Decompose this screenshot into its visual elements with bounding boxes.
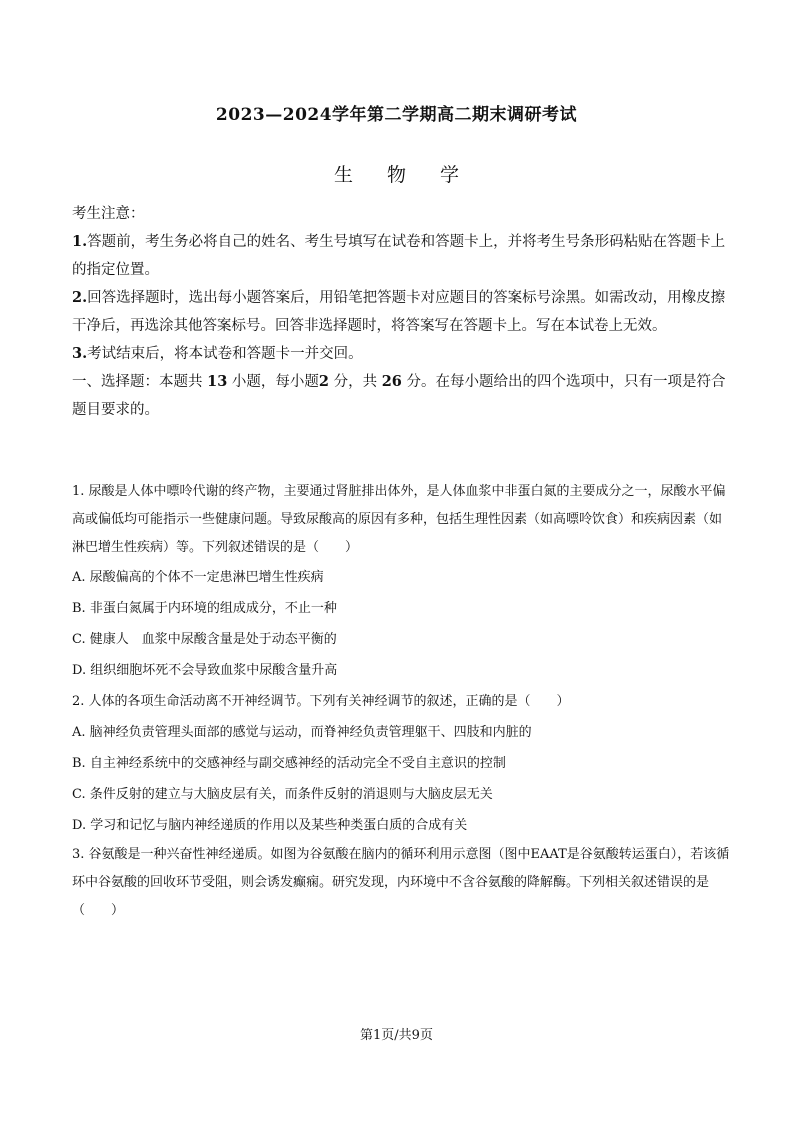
notice-item-3: 3.考试结束后，将本试卷和答题卡一并交回。 — [72, 345, 363, 362]
exam-title: 2023—2024学年第二学期高二期末调研考试 — [215, 105, 578, 125]
notice-heading: 考生注意： — [72, 206, 145, 222]
question-2-option-c: C. 条件反射的建立与大脑皮层有关，而条件反射的消退则与大脑皮层无关 — [72, 787, 493, 802]
question-2-option-d: D. 学习和记忆与脑内神经递质的作用以及某些种类蛋白质的合成有关 — [72, 818, 468, 833]
notice-section — [72, 200, 732, 424]
question-2-option-b: B. 自主神经系统中的交感神经与副交感神经的活动完全不受自主意识的控制 — [72, 756, 506, 771]
subject-title: 生 物 学 — [333, 164, 474, 186]
question-1-option-b: B. 非蛋白氮属于内环境的组成成分，不止一种 — [72, 601, 337, 616]
question-2-option-a: A. 脑神经负责管理头面部的感觉与运动，而脊神经负责管理躯干、四肢和内脏的 — [72, 725, 532, 740]
section-instruction: 一、选择题：本题共 13 小题，每小题2 分，共 26 分。在每小题给出的四个选项中，只有一项是符合题目要求的。 — [72, 373, 726, 418]
question-1-stem: 1. 尿酸是人体中嘌呤代谢的终产物，主要通过肾脏排出体外，是人体血浆中非蛋白氮的主要成分之一，尿酸水平偏高或偏低均可能指示一些健康问题。导致尿酸高的原因有多种，包括生理性因素（如高嘌呤饮食）和疾病因素（如淋巴增生性疾病）等。下列叙述错误的是（ ） — [72, 484, 726, 555]
question-1-option-d: D. 组织细胞坏死不会导致血浆中尿酸含量升高 — [72, 663, 338, 678]
page-footer: 第1页/共9页 — [360, 1028, 433, 1043]
question-3-stem: 3. 谷氨酸是一种兴奋性神经递质。如图为谷氨酸在脑内的循环利用示意图（图中EAAT是谷氨酸转运蛋白），若该循环中谷氨酸的回收环节受阻，则会诱发癫痫。研究发现，内环境中不含谷氨酸的降解酶。下列相关叙述错误的是（ ） — [72, 847, 730, 918]
question-2-stem: 2. 人体的各项生命活动离不开神经调节。下列有关神经调节的叙述，正确的是（ ） — [72, 694, 570, 709]
question-1-option-a: A. 尿酸偏高的个体不一定患淋巴增生性疾病 — [72, 570, 324, 585]
question-1-option-c: C. 健康人 血浆中尿酸含量是处于动态平衡的 — [72, 632, 337, 647]
notice-item-1: 1.答题前，考生务必将自己的姓名、考生号填写在试卷和答题卡上，并将考生号条形码粘贴在答题卡上的指定位置。 — [72, 233, 726, 278]
notice-item-2: 2.回答选择题时，选出每小题答案后，用铅笔把答题卡对应题目的答案标号涂黑。如需改动，用橡皮擦干净后，再选涂其他答案标号。回答非选择题时，将答案写在答题卡上。写在本试卷上无效。 — [72, 289, 726, 334]
questions-section — [72, 478, 732, 925]
